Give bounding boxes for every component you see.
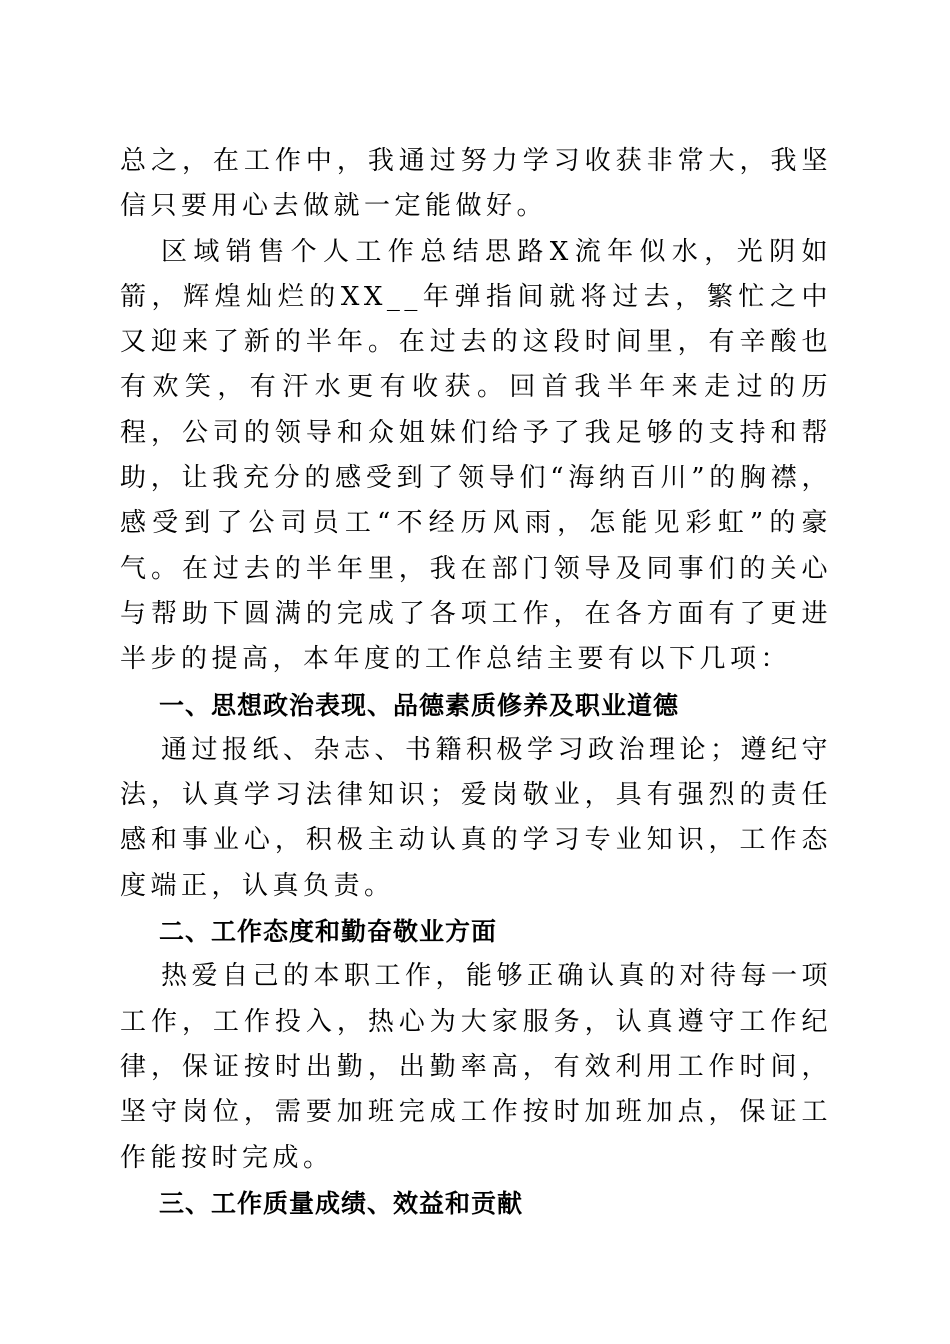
document-page [120, 139, 832, 1226]
section-heading-2: 二、工作态度和勤奋敬业方面 [159, 917, 498, 947]
paragraph-intro: 区域销售个人工作总结思路X流年似水，光阴如箭，辉煌灿烂的XX__年弹指间就将过去，繁忙之中又迎来了新的半年。在过去的这段时间里，有辛酸也有欢笑，有汗水更有收获。回首我半年来走过的历程，公司的领导和众姐妹们给予了我足够的支持和帮助，让我充分的感受到了领导们“海纳百川”的胸襟，感受到了公司员工“不经历风雨，怎能见彩虹”的豪气。在过去的半年里，我在部门领导及同事们的关心与帮助下圆满的完成了各项工作，在各方面有了更进半步的提高，本年度的工作总结主要有以下几项： [120, 236, 832, 675]
paragraph-section-2: 热爱自己的本职工作，能够正确认真的对待每一项工作，工作投入，热心为大家服务，认真遵守工作纪律，保证按时出勤，出勤率高，有效利用工作时间，坚守岗位，需要加班完成工作按时加班加点，保证工作能按时完成。 [120, 961, 833, 1173]
paragraph-section-1: 通过报纸、杂志、书籍积极学习政治理论；遵纪守法，认真学习法律知识；爱岗敬业，具有强烈的责任感和事业心，积极主动认真的学习专业知识，工作态度端正，认真负责。 [120, 734, 833, 901]
paragraph-conclusion: 总之，在工作中，我通过努力学习收获非常大，我坚信只要用心去做就一定能做好。 [120, 146, 832, 222]
section-heading-1: 一、思想政治表现、品德素质修养及职业道德 [159, 690, 680, 720]
section-heading-3: 三、工作质量成绩、效益和贡献 [159, 1188, 524, 1218]
